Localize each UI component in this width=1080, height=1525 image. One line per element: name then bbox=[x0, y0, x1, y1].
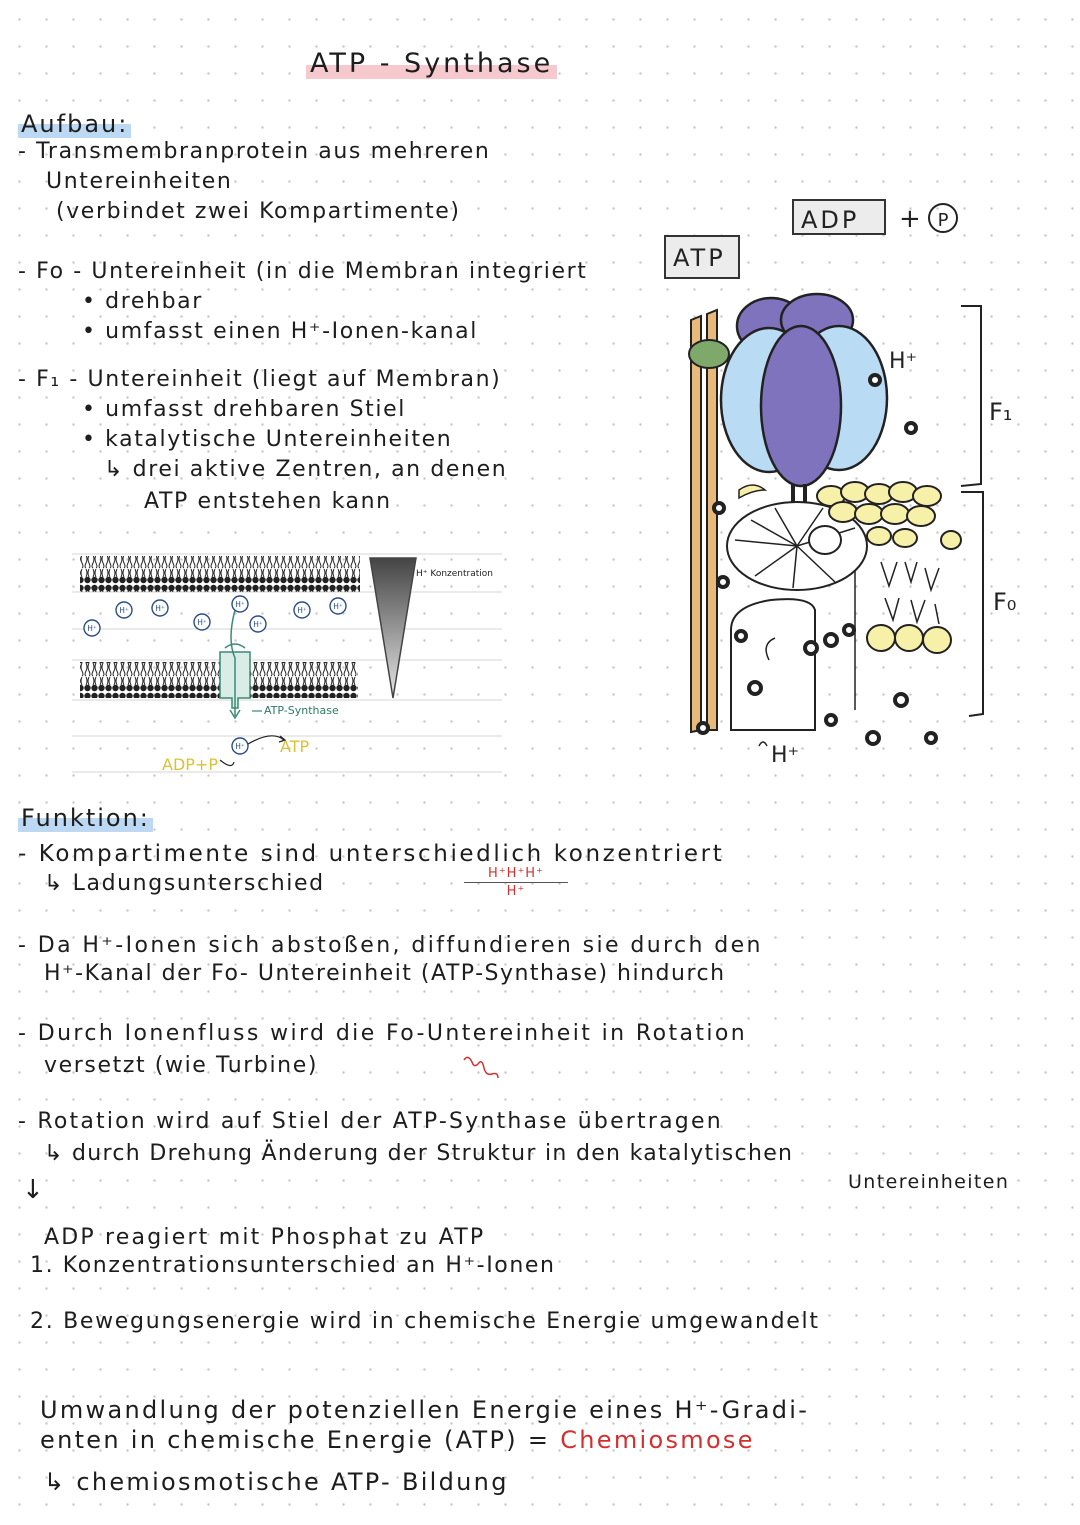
atp-box bbox=[665, 236, 739, 278]
fraction-bottom: H⁺ bbox=[506, 884, 526, 899]
funktion-heading: Funktion: bbox=[18, 804, 153, 832]
phosphate-label: P bbox=[937, 210, 949, 231]
ion-5 bbox=[232, 596, 248, 612]
plus-sign: + bbox=[899, 204, 921, 234]
chemiosmose-term: Chemiosmose bbox=[560, 1426, 755, 1454]
ion-label: H⁺ bbox=[197, 618, 207, 627]
turbine-doodle-icon bbox=[460, 1054, 504, 1084]
aufbau-line-7: - F₁ - Untereinheit (liegt auf Membran) bbox=[18, 367, 502, 392]
ion-label: H⁺ bbox=[155, 604, 165, 613]
funktion-line-13: Umwandlung der potenziellen Energie eines H⁺-Gradi- bbox=[40, 1396, 810, 1424]
ion-label: H⁺ bbox=[235, 600, 245, 609]
funktion-line-1: - Kompartimente sind unterschiedlich konzentriert bbox=[18, 841, 725, 867]
funktion-line-14 bbox=[40, 1426, 755, 1454]
atp-label: ATP bbox=[280, 737, 310, 756]
funktion-line-11: 1. Konzentrationsunterschied an H⁺-Ionen bbox=[30, 1253, 556, 1278]
green-leaf bbox=[689, 340, 729, 368]
adp-box-label: ADP bbox=[801, 206, 860, 234]
funktion-line-7: - Rotation wird auf Stiel der ATP-Synthase übertragen bbox=[18, 1109, 723, 1134]
funktion-line-3: - Da H⁺-Ionen sich abstoßen, diffundieren sie durch den bbox=[18, 933, 763, 958]
aufbau-line-8: • umfasst drehbaren Stiel bbox=[82, 397, 406, 422]
funktion-arrow: ↓ bbox=[22, 1175, 46, 1205]
proton-label-top: H⁺ bbox=[889, 349, 918, 374]
funktion-line-2: ↳ Ladungsunterschied bbox=[44, 871, 325, 896]
funktion-line-6: versetzt (wie Turbine) bbox=[44, 1053, 319, 1078]
ion-1 bbox=[84, 620, 100, 636]
funktion-line-10: ADP reagiert mit Phosphat zu ATP bbox=[44, 1225, 486, 1250]
synthase-label: ATP-Synthase bbox=[264, 704, 339, 717]
ion-label: H⁺ bbox=[119, 606, 129, 615]
aufbau-line-2: Untereinheiten bbox=[46, 169, 233, 194]
lower-membrane-left bbox=[80, 662, 222, 698]
funktion-line-9: Untereinheiten bbox=[848, 1171, 1010, 1193]
ion-label: H⁺ bbox=[333, 602, 343, 611]
ion-label: H⁺ bbox=[297, 606, 307, 615]
aufbau-heading: Aufbau: bbox=[18, 110, 131, 138]
ion-2 bbox=[116, 602, 132, 618]
f1-label: F₁ bbox=[989, 398, 1013, 426]
ion-label: H⁺ bbox=[235, 742, 245, 751]
aufbau-line-4: - Fo - Untereinheit (in die Membran integriert bbox=[18, 259, 588, 284]
funktion-line-8: ↳ durch Drehung Änderung der Struktur in den katalytischen bbox=[44, 1141, 794, 1166]
funktion-line-15: ↳ chemiosmotische ATP- Bildung bbox=[44, 1468, 509, 1496]
charge-fraction bbox=[464, 866, 568, 899]
f1-head bbox=[721, 294, 887, 486]
funktion-line-14-text: enten in chemische Energie (ATP) = bbox=[40, 1426, 551, 1454]
concentration-label: H⁺ Konzentration bbox=[416, 569, 493, 579]
adp-p-group bbox=[793, 200, 957, 234]
aufbau-line-5: • drehbar bbox=[82, 289, 203, 314]
ion-label: H⁺ bbox=[253, 620, 263, 629]
aufbau-line-10: ↳ drei aktive Zentren, an denen bbox=[104, 457, 508, 482]
ion-9 bbox=[232, 738, 248, 754]
ion-6 bbox=[250, 616, 266, 632]
fraction-bar bbox=[464, 882, 568, 883]
concentration-triangle bbox=[370, 558, 416, 698]
aufbau-line-1: - Transmembranprotein aus mehreren bbox=[18, 139, 491, 164]
aufbau-line-9: • katalytische Untereinheiten bbox=[82, 427, 453, 452]
page-title: ATP - Synthase bbox=[306, 48, 557, 79]
upper-membrane bbox=[80, 556, 360, 592]
aufbau-line-6: • umfasst einen H⁺-Ionen-kanal bbox=[82, 319, 478, 344]
fraction-top: H⁺H⁺H⁺ bbox=[488, 866, 544, 881]
funktion-line-5: - Durch Ionenfluss wird die Fo-Untereinheit in Rotation bbox=[18, 1021, 748, 1046]
yellow-crescent bbox=[739, 485, 765, 498]
atp-synthase-drawing bbox=[655, 190, 1065, 780]
ion-4 bbox=[194, 614, 210, 630]
fo-c-ring bbox=[731, 570, 855, 730]
fo-label: F₀ bbox=[993, 588, 1017, 616]
adp-p-label: ADP+P bbox=[162, 755, 218, 774]
funktion-line-4: H⁺-Kanal der Fo- Untereinheit (ATP-Synthase) hindurch bbox=[44, 961, 726, 986]
ion-3 bbox=[152, 600, 168, 616]
lower-membrane-right bbox=[248, 662, 358, 698]
ion-7 bbox=[294, 602, 310, 618]
aufbau-line-11: ATP entstehen kann bbox=[144, 489, 392, 514]
lipid-tails bbox=[881, 562, 939, 624]
proton-label-bottom: H⁺ bbox=[771, 743, 800, 768]
atp-box-label: ATP bbox=[673, 244, 726, 272]
fo-bracket bbox=[961, 492, 1016, 716]
membrane-diagram bbox=[70, 548, 510, 780]
ion-label: H⁺ bbox=[87, 624, 97, 633]
aufbau-line-3: (verbindet zwei Kompartimente) bbox=[56, 199, 461, 224]
ion-8 bbox=[330, 598, 346, 614]
stator-rods bbox=[691, 310, 717, 732]
f1-bracket bbox=[961, 306, 1012, 486]
funktion-line-12: 2. Bewegungsenergie wird in chemische Energie umgewandelt bbox=[30, 1309, 820, 1334]
